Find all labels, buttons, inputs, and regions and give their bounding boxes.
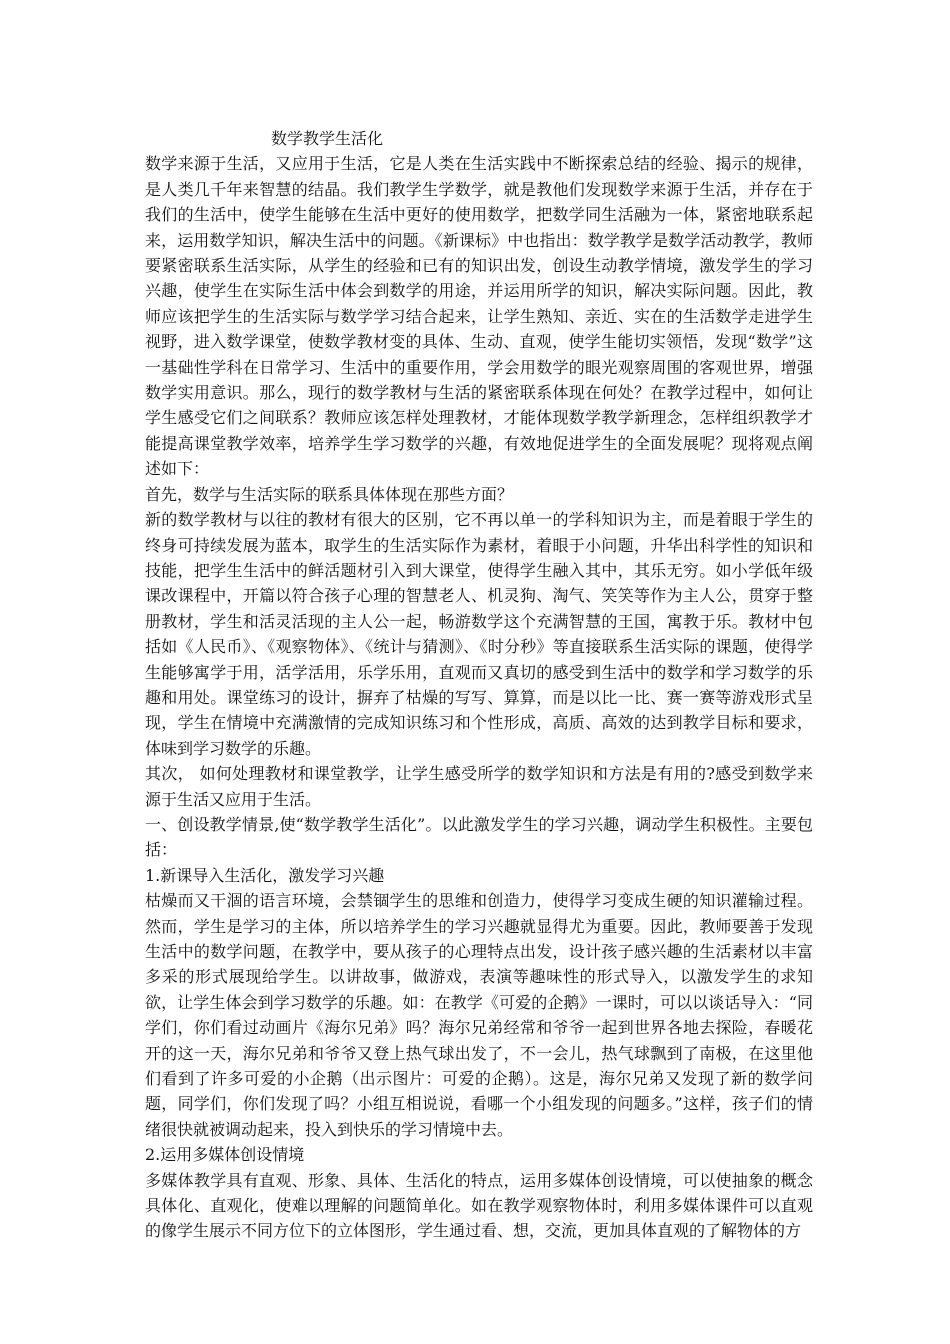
section-heading-one: 一、创设教学情景,使“数学教学生活化”。以此激发学生的学习兴趣，调动学生积极性。主要包括：: [145, 814, 813, 860]
paragraph-question-two: 其次， 如何处理教材和课堂教学，让学生感受所学的数学知识和方法是有用的?感受到数学来源于生活又应用于生活。: [145, 764, 813, 809]
document-page: [145, 126, 813, 1244]
paragraph-question-one: 首先，数学与生活实际的联系具体体现在那些方面？: [145, 484, 514, 504]
paragraph-lesson-intro: 枯燥而又干涸的语言环境，会禁锢学生的思维和创造力，使得学习变成生硬的知识灌输过程。然而，学生是学习的主体，所以培养学生的学习兴趣就显得尤为重要。因此，教师要善于发现生活中的数学问题，在教学中，要从孩子的心理特点出发，设计孩子感兴趣的生活素材以丰富多采的形式展现给学生。以讲故事，做游戏，表演等趣味性的形式导入，以激发学生的求知欲，让学生体会到学习数学的乐趣。如：在教学《可爱的企鹅》一课时，可以以谈话导入：“同学们，你们看过动画片《海尔兄弟》吗？海尔兄弟经常和爷爷一起到世界各地去探险，春暖花开的这一天，海尔兄弟和爷爷又登上热气球出发了，不一会儿，热气球飘到了南极，在这里他们看到了许多可爱的小企鹅（出示图片：可爱的企鹅）。这是，海尔兄弟又发现了新的数学问题，同学们，你们发现了吗？小组互相说说，看哪一个小组发现的问题多。”这样，孩子们的情绪很快就被调动起来，投入到快乐的学习情境中去。: [145, 891, 813, 1139]
document-title: 数学教学生活化: [271, 129, 384, 148]
paragraph-multimedia: 多媒体教学具有直观、形象、具体、生活化的特点，运用多媒体创设情境，可以使抽象的概念具体化、直观化，使难以理解的问题简单化。如在教学观察物体时，利用多媒体课件可以直观的像学生展示不同方位下的立体图形，学生通过看、想，交流，更加具体直观的了解物体的方: [145, 1170, 813, 1241]
subheading-one: 1.新课导入生活化，激发学习兴趣: [145, 865, 385, 885]
paragraph-new-textbook: 新的数学教材与以往的教材有很大的区别，它不再以单一的学科知识为主，而是着眼于学生的终身可持续发展为蓝本，取学生的生活实际作为素材，着眼于小问题，升华出科学性的知识和技能，把学生生活中的鲜活题材引入到大课堂，使得学生融入其中，其乐无穷。如小学低年级课改课程中，开篇以符合孩子心理的智慧老人、机灵狗、淘气、笑笑等作为主人公，贯穿于整册教材，学生和活灵活现的主人公一起，畅游数学这个充满智慧的王国，寓教于乐。教材中包括如《人民币》、《观察物体》、《统计与猜测》、《时分秒》等直接联系生活实际的课题，使得学生能够寓学于用，活学活用，乐学乐用，直观而又真切的感受到生活中的数学和学习数学的乐趣和用处。课堂练习的设计，摒弃了枯燥的写写、算算，而是以比一比、赛一赛等游戏形式呈现，学生在情境中充满激情的完成知识练习和个性形成，高质、高效的达到教学目标和要求，体味到学习数学的乐趣。: [145, 510, 813, 758]
subheading-two: 2.运用多媒体创设情境: [145, 1145, 305, 1165]
paragraph-intro: 数学来源于生活，又应用于生活，它是人类在生活实践中不断探索总结的经验、揭示的规律，是人类几千年来智慧的结晶。我们教学生学数学，就是教他们发现数学来源于生活，并存在于我们的生活中，使学生能够在生活中更好的使用数学，把数学同生活融为一体，紧密地联系起来，运用数学知识，解决生活中的问题。《新课标》中也指出：数学教学是数学活动教学，教师要紧密联系生活实际，从学生的经验和已有的知识出发，创设生动教学情境，激发学生的学习兴趣，使学生在实际生活中体会到数学的用途，并运用所学的知识，解决实际问题。因此，教师应该把学生的生活实际与数学学习结合起来，让学生熟知、亲近、实在的生活数学走进学生视野，进入数学课堂，使数学教材变的具体、生动、直观，使学生能切实领悟，发现“数学”这一基础性学科在日常学习、生活中的重要作用，学会用数学的眼光观察周围的客观世界，增强数学实用意识。那么，现行的数学教材与生活的紧密联系体现在何处？在教学过程中，如何让学生感受它们之间联系？教师应该怎样处理教材，才能体现数学教学新理念，怎样组织教学才能提高课堂教学效率，培养学生学习数学的兴趣，有效地促进学生的全面发展呢？现将观点阐述如下：: [145, 154, 813, 479]
